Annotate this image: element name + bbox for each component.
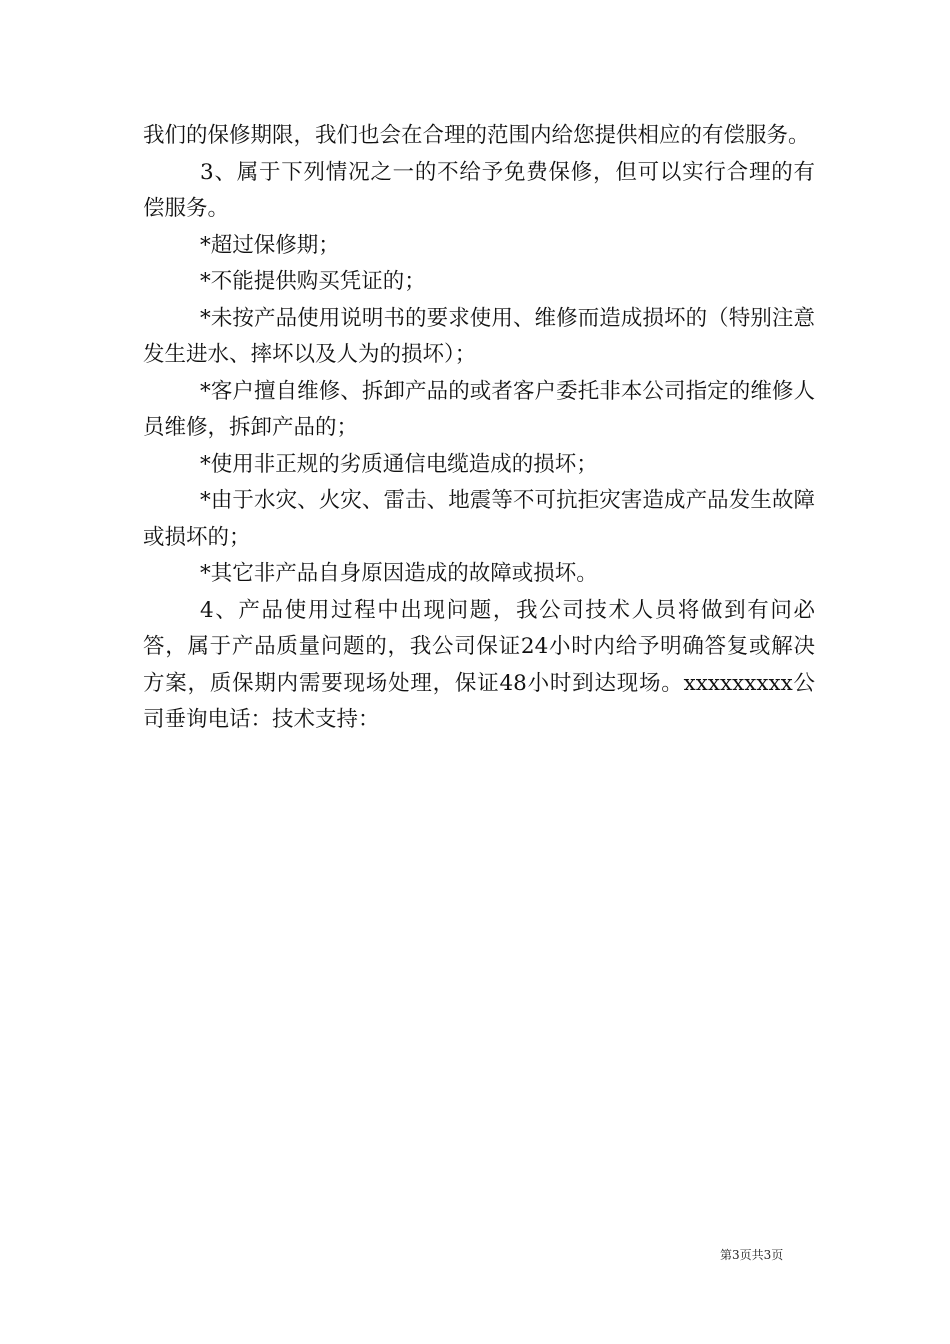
paragraph-warranty-period: 我们的保修期限，我们也会在合理的范围内给您提供相应的有偿服务。: [143, 123, 810, 148]
list-item-bad-cable: *使用非正规的劣质通信电缆造成的损坏；: [200, 451, 598, 477]
list-item-expired: *超过保修期；: [200, 232, 340, 258]
paragraph-clause-4: 4、产品使用过程中出现问题，我公司技术人员将做到有问必答，属于产品质量问题的，我公司保证24小时内给予明确答复或解决方案，质保期内需要现场处理，保证48小时到达现场。xxxxxxxxx公司垂询电话：技术支持：: [143, 597, 815, 732]
page-number-footer: 第3页共3页: [720, 1248, 784, 1262]
list-item-other-causes: *其它非产品自身原因造成的故障或损坏。: [200, 561, 598, 586]
list-item-unauthorized-repair: *客户擅自维修、拆卸产品的或者客户委托非本公司指定的维修人员维修，拆卸产品的；: [143, 378, 815, 440]
document-body: [143, 118, 815, 739]
paragraph-clause-3: 3、属于下列情况之一的不给予免费保修，但可以实行合理的有偿服务。: [143, 159, 815, 221]
list-item-no-receipt: *不能提供购买凭证的；: [200, 269, 426, 294]
list-item-disaster: *由于水灾、火灾、雷击、地震等不可抗拒灾害造成产品发生故障或损坏的；: [143, 488, 815, 550]
list-item-improper-use: *未按产品使用说明书的要求使用、维修而造成损坏的（特别注意发生进水、摔坏以及人为的损坏）；: [143, 305, 815, 367]
